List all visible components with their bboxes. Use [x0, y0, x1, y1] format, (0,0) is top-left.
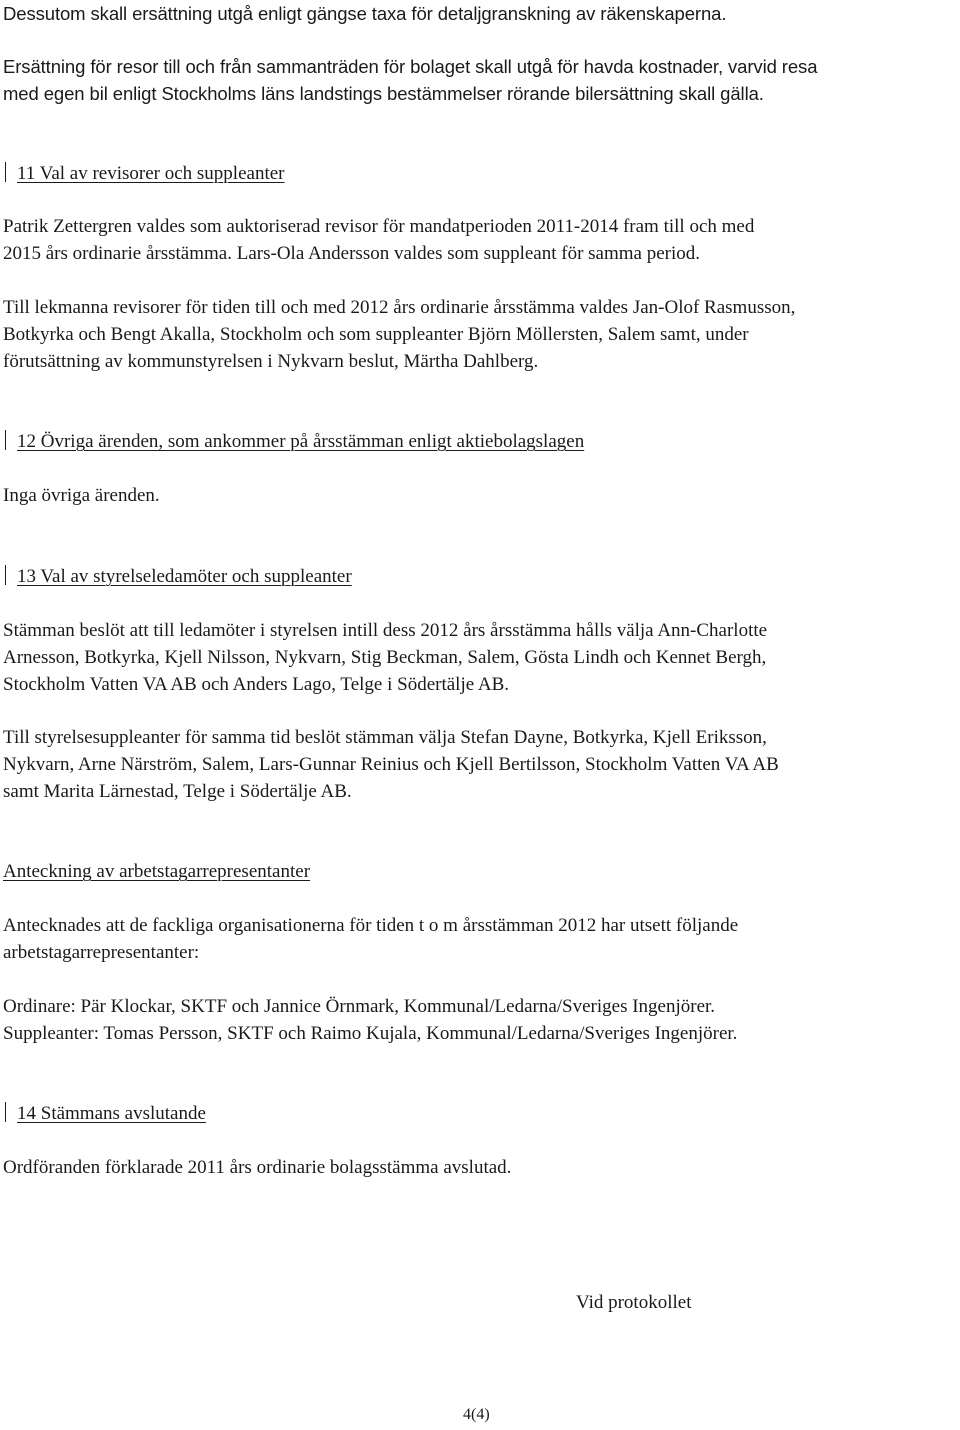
text-line: 2015 års ordinarie årsstämma. Lars-Ola Andersson valdes som suppleant för samma period. [3, 243, 701, 264]
text-line: Ersättning för resor till och från sammanträden för bolaget skall utgå för havda kostnader, varvid resa [3, 56, 818, 77]
text-line: Antecknades att de fackliga organisationerna för tiden t o m årsstämman 2012 har utsett följande [3, 915, 739, 936]
section-13-heading: 13 Val av styrelseledamöter och suppleanter [17, 566, 352, 587]
employee-reps-paragraph-2 [3, 993, 958, 1047]
text-line: Till lekmanna revisorer för tiden till och med 2012 års ordinarie årsstämma valdes Jan-Olof Rasmusson, [3, 297, 796, 318]
text-line: Stockholm Vatten VA AB och Anders Lago, Telge i Södertälje AB. [3, 674, 510, 695]
text-line: Stämman beslöt att till ledamöter i styrelsen intill dess 2012 års årsstämma hålls välja Ann-Charlotte [3, 620, 768, 641]
section-12-heading: 12 Övriga ärenden, som ankommer på årsstämman enligt aktiebolagslagen [17, 431, 585, 452]
section-12-paragraph [3, 482, 958, 509]
page-number: 4(4) [463, 1406, 490, 1423]
section-11-paragraph-2 [3, 294, 958, 375]
text-line: med egen bil enligt Stockholms läns landstings bestämmelser rörande bilersättning skall gälla. [3, 83, 764, 104]
text-line: Suppleanter: Tomas Persson, SKTF och Raimo Kujala, Kommunal/Ledarna/Sveriges Ingenjörer. [3, 1023, 738, 1044]
section-11-paragraph-1 [3, 213, 958, 267]
text-line: Ordinare: Pär Klockar, SKTF och Jannice Örnmark, Kommunal/Ledarna/Sveriges Ingenjörer. [3, 996, 716, 1017]
section-11-heading: 11 Val av revisorer och suppleanter [17, 163, 285, 184]
text-line: Dessutom skall ersättning utgå enligt gängse taxa för detaljgranskning av räkenskaperna. [3, 3, 727, 24]
text-line: arbetstagarrepresentanter: [3, 942, 200, 963]
section-13-paragraph-1 [3, 617, 958, 698]
text-line: Patrik Zettergren valdes som auktoriserad revisor för mandatperioden 2011-2014 fram till och med [3, 216, 755, 237]
text-line: Arnesson, Botkyrka, Kjell Nilsson, Nykvarn, Stig Beckman, Salem, Gösta Lindh och Kennet Bergh, [3, 647, 767, 668]
employee-reps-heading: Anteckning av arbetstagarrepresentanter [3, 861, 311, 882]
employee-reps-paragraph-1 [3, 912, 958, 966]
closing-signature-line: Vid protokollet [576, 1292, 692, 1313]
travel-compensation-paragraph [3, 53, 958, 107]
text-line: Ordföranden förklarade 2011 års ordinarie bolagsstämma avslutad. [3, 1157, 512, 1178]
section-13-paragraph-2 [3, 724, 958, 805]
text-line: Botkyrka och Bengt Akalla, Stockholm och som suppleanter Björn Möllersten, Salem samt, under [3, 324, 749, 345]
text-line: Inga övriga ärenden. [3, 485, 160, 506]
audit-fee-paragraph [3, 0, 958, 27]
text-line: Till styrelsesuppleanter för samma tid beslöt stämman välja Stefan Dayne, Botkyrka, Kjell Eriksson, [3, 727, 767, 748]
section-14-paragraph [3, 1154, 958, 1181]
text-line: Nykvarn, Arne Närström, Salem, Lars-Gunnar Reinius och Kjell Bertilsson, Stockholm Vatten VA AB [3, 754, 779, 775]
text-line: samt Marita Lärnestad, Telge i Södertälje AB. [3, 781, 352, 802]
section-14-heading: 14 Stämmans avslutande [17, 1103, 206, 1124]
text-line: förutsättning av kommunstyrelsen i Nykvarn beslut, Märtha Dahlberg. [3, 351, 539, 372]
